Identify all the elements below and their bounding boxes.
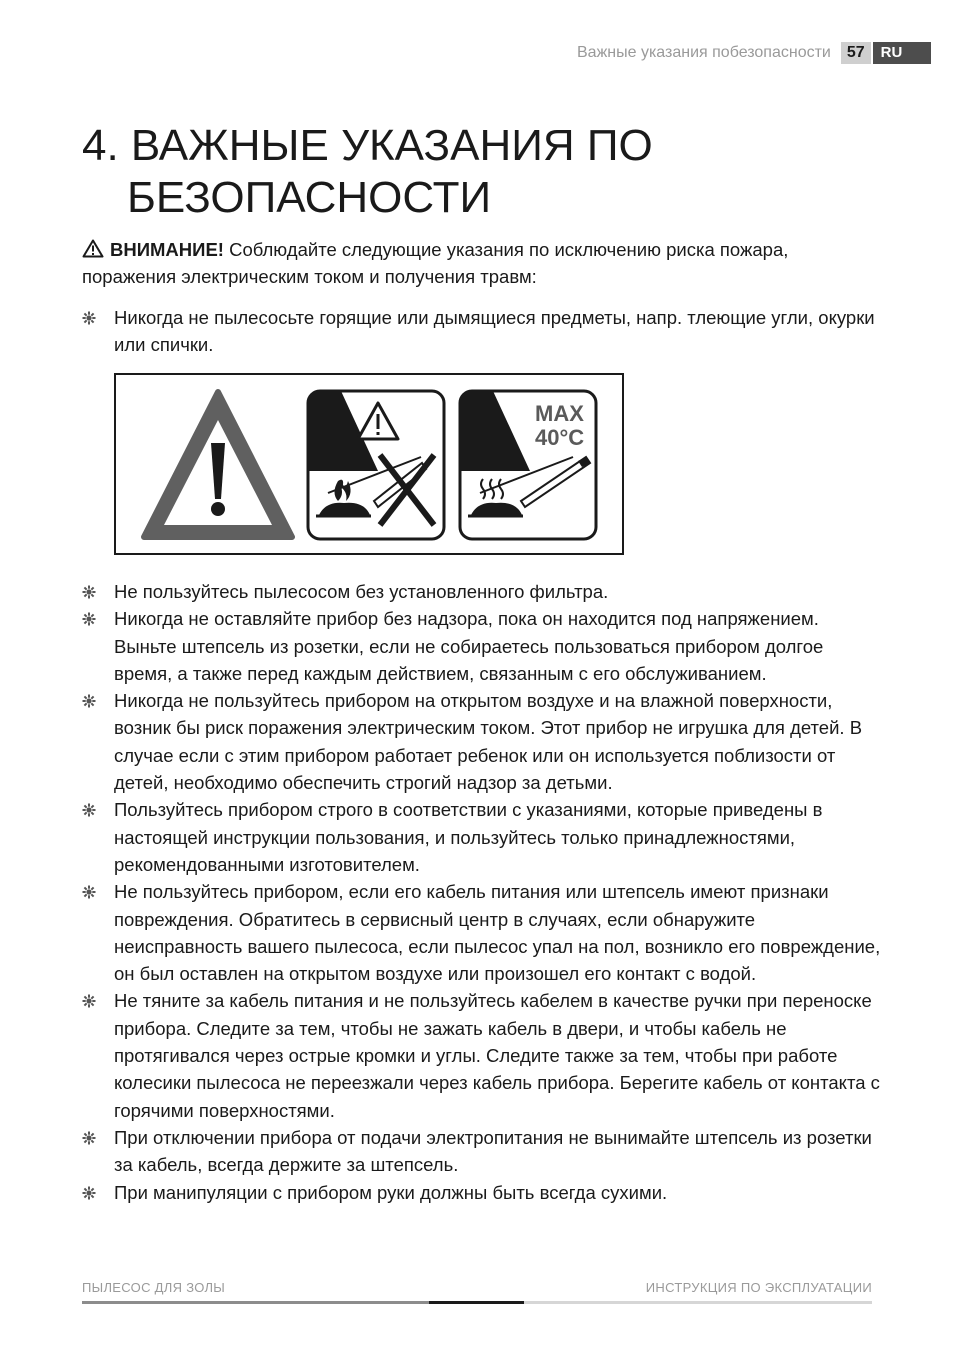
list-item	[82, 304, 882, 359]
list-item	[82, 878, 882, 987]
warning-notice	[82, 236, 872, 290]
large-warning-triangle-icon	[144, 392, 292, 537]
list-item-text: Не пользуйтесь прибором, если его кабель питания или штепсель имеют признаки повреждения. Обратитесь в сервисный центр в случаях, если обнаружите неисправность вашего пылесоса, если пылесос упал на пол, возникло его повреждение, он был оставлен на открытом воздухе или произошел его контакт с водой.	[114, 881, 881, 985]
safety-list-bottom	[82, 578, 882, 1206]
bullet-icon	[82, 1131, 96, 1145]
bullet-icon	[82, 803, 96, 817]
language-tag: RU	[873, 42, 931, 64]
footer-product-name: ПЫЛЕСОС ДЛЯ ЗОЛЫ	[82, 1280, 226, 1295]
list-item	[82, 987, 882, 1123]
list-item	[82, 1179, 882, 1206]
bullet-icon	[82, 311, 96, 325]
bullet-icon	[82, 885, 96, 899]
bullet-icon	[82, 612, 96, 626]
chapter-title	[82, 120, 653, 224]
page-header	[577, 42, 931, 64]
max-label: MAX	[535, 401, 584, 426]
list-item-text: Не пользуйтесь пылесосом без установленного фильтра.	[114, 581, 609, 602]
list-item-text: Никогда не пылесосьте горящие или дымящиеся предметы, напр. тлеющие угли, окурки или спички.	[114, 307, 875, 356]
footer-divider	[82, 1301, 872, 1304]
bullet-icon	[82, 585, 96, 599]
temperature-label: 40°C	[535, 425, 585, 450]
list-item-text: Никогда не оставляйте прибор без надзора, пока он находится под напряжением. Выньте штепсель из розетки, если не собираетесь пользоваться прибором долгое время, а также перед каждым действием, связанным с его обслуживанием.	[114, 608, 824, 684]
warning-label: ВНИМАНИЕ!	[110, 239, 224, 260]
chapter-title-line2: БЕЗОПАСНОСТИ	[127, 173, 492, 222]
list-item	[82, 687, 882, 796]
list-item-text: Пользуйтесь прибором строго в соответствии с указаниями, которые приведены в настоящей инструкции пользования, и пользуйтесь только принадлежностями, рекомендованными изготовителем.	[114, 799, 823, 875]
warning-triangle-icon	[82, 239, 104, 258]
section-title: Важные указания побезопасности	[577, 44, 831, 61]
list-item-text: Не тяните за кабель питания и не пользуйтесь кабелем в качестве ручки при переноске прибора. Следите за тем, чтобы не зажать кабель в двери, и чтобы кабель не протягивался через острые кромки и углы. Следите также за тем, чтобы при работе колесики пылесоса не переезжали через кабель прибора. Берегите кабель от контакта с горячими поверхностями.	[114, 990, 880, 1121]
bullet-icon	[82, 1186, 96, 1200]
footer-document-type: ИНСТРУКЦИЯ ПО ЭКСПЛУАТАЦИИ	[645, 1280, 872, 1295]
list-item	[82, 796, 882, 878]
no-burning-objects-icon	[308, 391, 444, 539]
page-number: 57	[841, 42, 871, 64]
list-item	[82, 578, 882, 605]
bullet-icon	[82, 994, 96, 1008]
warning-text: Соблюдайте следующие указания по исключению риска пожара, поражения электрическим током и получения травм:	[82, 239, 789, 287]
bullet-icon	[82, 694, 96, 708]
list-item-text: При манипуляции с прибором руки должны быть всегда сухими.	[114, 1181, 668, 1203]
safety-list-top	[82, 304, 882, 359]
chapter-title-line1: 4. ВАЖНЫЕ УКАЗАНИЯ ПО	[82, 121, 653, 170]
list-item	[82, 605, 882, 687]
list-item	[82, 1124, 882, 1179]
list-item-text: При отключении прибора от подачи электропитания не вынимайте штепсель из розетки за кабель, всегда держите за штепсель.	[114, 1126, 872, 1176]
hazard-illustration	[114, 373, 624, 555]
list-item-text: Никогда не пользуйтесь прибором на открытом воздухе и на влажной поверхности, возник бы риск поражения электрическим током. Этот прибор не игрушка для детей. В случае если с этим прибором работает ребенок или он используется поблизости от детей, необходимо обеспечить строгий надзор за детьми.	[114, 690, 863, 794]
